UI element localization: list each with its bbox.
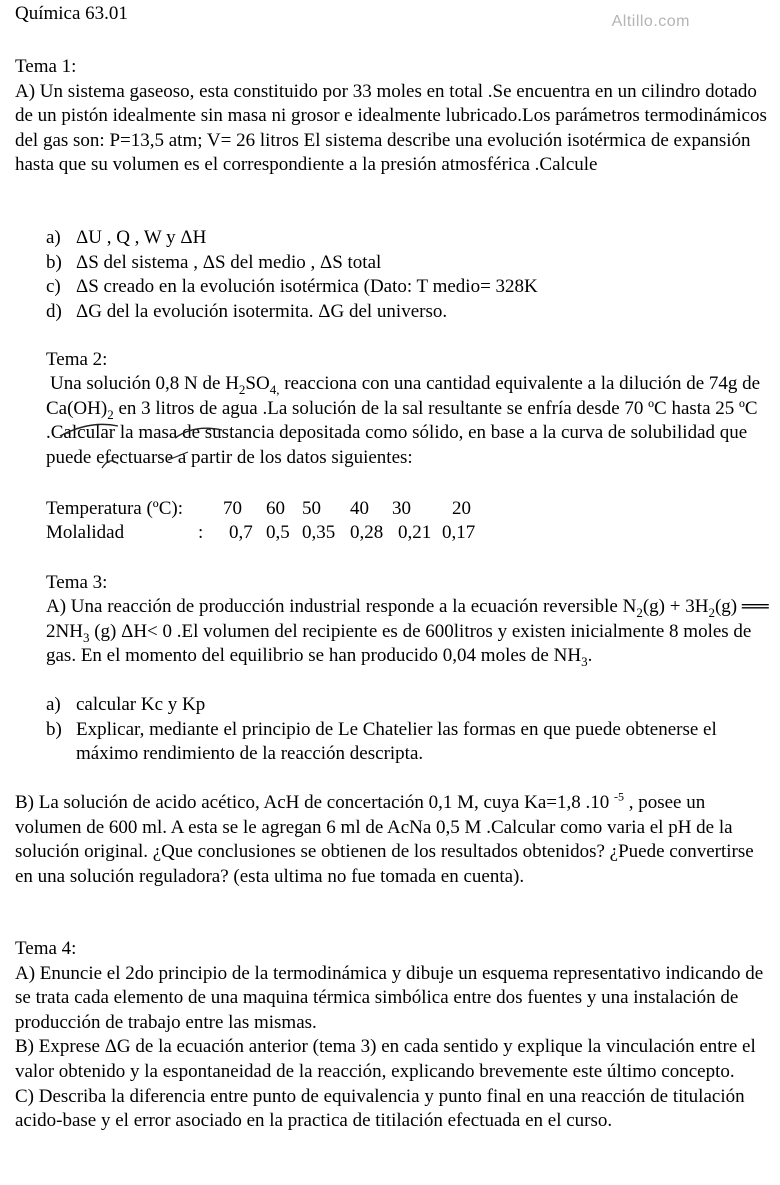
tema4-c-paragraph: C) Describa la diferencia entre punto de equivalencia y punto final en una reacción de titulación acido-base y el error asociado en la practica de titilación efectuada en el curso. <box>15 1085 745 1132</box>
tema3-heading: Tema 3: <box>46 572 108 593</box>
tema3-part-a <box>46 595 772 669</box>
list-item: d) ΔG del la evolución isotermita. ΔG del universo. <box>46 300 448 322</box>
tema4-b-paragraph: B) Exprese ΔG de la ecuación anterior (tema 3) en cada sentido y explique la vinculación entre el valor obtenido y la espontaneidad de la reacción, explicando brevemente este último concepto. <box>15 1036 756 1082</box>
tema2-section <box>46 372 772 470</box>
tema3-items <box>46 693 746 767</box>
tema2-heading: Tema 2: <box>46 349 108 370</box>
tema2-paragraph: Una solución 0,8 N de $H_2SO_{4,}$ reacciona con una cantidad equivalente a la dilución de 74g de $Ca(OH)_2$ en 3 litros de agua .La solución de la sal resultante se enfría desde 70 ºC hasta 25 ºC .Calcular la masa de sustancia depositada como sólido, en base a la curva de solubilidad que puede efectuarse a partir de los datos siguientes: <box>46 373 761 468</box>
tema1-intro: A) Un sistema gaseoso, esta constituido por 33 moles en total .Se encuentra en un cilindro dotado de un pistón idealmente sin masa ni grosor e idealmente lubricado.Los parámetros termodinámicos del gas son: P=13,5 atm; V= 26 litros El sistema describe una evolución isotérmica de expansión hasta que su volumen es el correspondiente a la presión atmosférica .Calcule <box>15 80 767 176</box>
page-header <box>15 2 765 28</box>
tema4-heading: Tema 4: <box>15 938 77 959</box>
tema1-section <box>15 55 771 178</box>
tema3-a-paragraph: A) Una reacción de producción industrial responde a la ecuación reversible $N_2(g) + 3H_2(g)$ ══ $2NH_3$ (g) ΔH< 0 .El volumen del recipiente es de 600litros y existen inicialmente 8 moles de gas. En el momento del equilibrio se han producido 0,04 moles de $NH_3$. <box>46 596 769 669</box>
tema1-heading: Tema 1: <box>15 56 77 77</box>
document-title: Química 63.01 <box>15 3 128 24</box>
list-item: b) ΔS del sistema , ΔS del medio , ΔS total <box>46 251 382 273</box>
list-item: b) Explicar, mediante el principio de Le Chatelier las formas en que puede obtenerse el máximo rendimiento de la reacción descripta. <box>46 718 717 765</box>
tema4-section <box>15 937 771 1134</box>
exam-page: Química 63.01 Altillo.com Tema 1: A) Un sistema gaseoso, esta constituido por 33 moles en total .Se encuentra en un cilindro dotado de un pistón idealmente sin masa ni grosor e idealmente lubricado.Los parámetros termodinámicos del gas son: P=13,5 atm; V= 26 litros El sistema describe una evolución isotérmica de expansión hasta que su volumen es el correspondiente a la presión atmosférica .Calcule a) ΔU , Q , W y ΔH b) ΔS del sistema , ΔS del medio , ΔS total c) ΔS creado en la evolución isotérmica (Dato: T medio= 328K d) ΔG del la evolución isotermita. ΔG del universo. Tema 2: Una solución 0,8 N de $H_2SO_{4,}$ reacciona con una cantidad equivalente a la dilución de 74g de $Ca(OH)_2$ en 3 litros de agua .La solución de la sal resultante se enfría desde 70 ºC hasta 25 ºC .Calcular la masa de sustancia depositada como sólido, en base a la curva de solubilidad que puede efectuarse a partir de los datos siguientes: Temperatura (ºC): 70 60 50 40 30 20 Molalidad : 0,7 0,5 0,35 0,28 0,21 0,17 Tema 3: A) Una reacción de producción industrial responde a la ecuación reversible $N_2(g) + 3H_2(g)$ ══ $2NH_3$ (g) ΔH< 0 .El volumen del recipiente es de 600litros y existen inicialmente 8 moles de gas. En el momento del equilibrio se han producido 0,04 moles de $NH_3$. a) calcular Kc y Kp b) Explicar, mediante el principio de Le Chatelier las formas en que puede obtenerse el máximo rendimiento de la reacción descripta. B) La solución de acido acético, AcH de concertación 0,1 M, cuya Ka=1,8 .10 $^{-5}$ , posee un volumen de 600 ml. A esta se le agregan 6 ml de AcNa 0,5 M .Calcular como varia el pH de la solución original. ¿Que conclusiones se obtienen de los resultados obtenidos? ¿Puede convertirse en una solución reguladora? (esta ultima no fue tomada en cuenta). Tema 4: A) Enuncie el 2do principio de la termodinámica y dibuje un esquema representativo indicando de se trata cada elemento de una maquina térmica simbólica entre dos fuentes y una instalación de producción de trabajo entre las mismas. B) Exprese ΔG de la ecuación anterior (tema 3) en cada sentido y explique la vinculación entre el valor obtenido y la espontaneidad de la reacción, explicando brevemente este último concepto. C) Describa la diferencia entre punto de equivalencia y punto final en una reacción de titulación acido-base y el error asociado en la practica de titilación efectuada en el curso. <box>0 0 780 1185</box>
tema1-items <box>46 226 766 324</box>
tema4-a-paragraph: A) Enuncie el 2do principio de la termodinámica y dibuje un esquema representativo indicando de se trata cada elemento de una maquina térmica simbólica entre dos fuentes y una instalación de producción de trabajo entre las mismas. <box>15 962 764 1033</box>
watermark: Altillo.com <box>611 13 690 30</box>
tema3-part-b <box>15 791 771 889</box>
list-item: a) ΔU , Q , W y ΔH <box>46 227 207 248</box>
list-item: a) calcular Kc y Kp <box>46 694 206 715</box>
tema3-b-paragraph: B) La solución de acido acético, AcH de concertación 0,1 M, cuya Ka=1,8 .10 $^{-5}$ , posee un volumen de 600 ml. A esta se le agregan 6 ml de AcNa 0,5 M .Calcular como varia el pH de la solución original. ¿Que conclusiones se obtienen de los resultados obtenidos? ¿Puede convertirse en una solución reguladora? (esta ultima no fue tomada en cuenta). <box>15 789 754 887</box>
list-item: c) ΔS creado en la evolución isotérmica (Dato: T medio= 328K <box>46 276 538 298</box>
